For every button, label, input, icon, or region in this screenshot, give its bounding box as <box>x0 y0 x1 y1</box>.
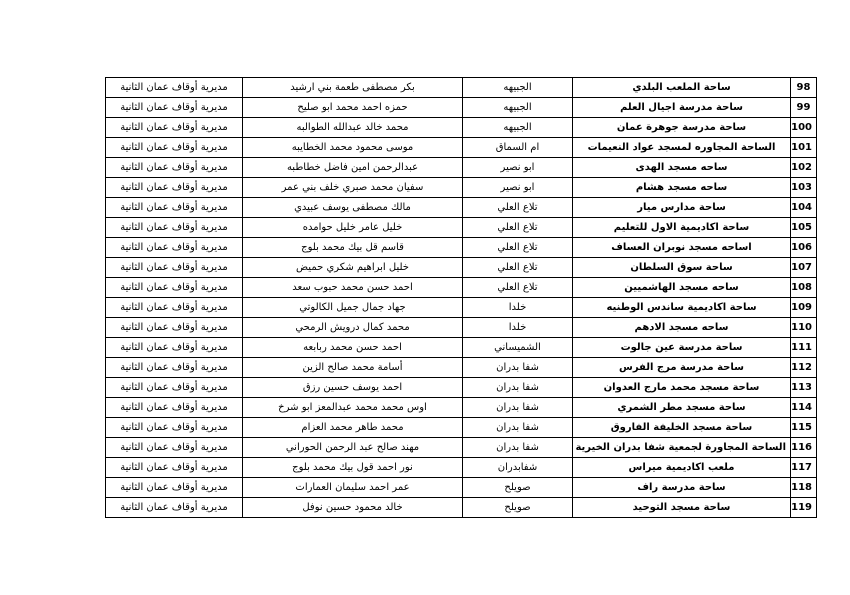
table-row <box>106 178 817 198</box>
directorate-cell: مديرية أوقاف عمان الثانية <box>106 478 243 498</box>
directorate-cell: مديرية أوقاف عمان الثانية <box>106 258 243 278</box>
row-number-cell: 100 <box>791 118 817 138</box>
table-row <box>106 238 817 258</box>
site-cell: الساحة المجاورة لجمعية شفا بدران الخيرية <box>573 438 791 458</box>
table-row <box>106 98 817 118</box>
row-number-cell: 104 <box>791 198 817 218</box>
site-cell: ساحة اكاديمية الاول للتعليم <box>573 218 791 238</box>
site-cell: ساحة مدرسة عين جالوت <box>573 338 791 358</box>
directorate-cell: مديرية أوقاف عمان الثانية <box>106 138 243 158</box>
row-number-cell: 110 <box>791 318 817 338</box>
person-cell: حمزه احمد محمد ابو صليح <box>243 98 463 118</box>
area-cell: صويلح <box>463 478 573 498</box>
area-cell: تلاع العلي <box>463 198 573 218</box>
table-row <box>106 438 817 458</box>
site-cell: ساحة مسجد التوحيد <box>573 498 791 518</box>
directorate-cell: مديرية أوقاف عمان الثانية <box>106 458 243 478</box>
person-cell: سفيان محمد صبري خلف بني عمر <box>243 178 463 198</box>
person-cell: مالك مصطفى يوسف عبيدي <box>243 198 463 218</box>
directorate-cell: مديرية أوقاف عمان الثانية <box>106 498 243 518</box>
directorate-cell: مديرية أوقاف عمان الثانية <box>106 298 243 318</box>
row-number-cell: 116 <box>791 438 817 458</box>
table-row <box>106 398 817 418</box>
area-cell: خلدا <box>463 318 573 338</box>
table-row <box>106 338 817 358</box>
area-cell: الجبيهه <box>463 78 573 98</box>
area-cell: شفا بدران <box>463 378 573 398</box>
area-cell: شفابدران <box>463 458 573 478</box>
site-cell: ساحة الملعب البلدي <box>573 78 791 98</box>
table-row <box>106 258 817 278</box>
area-cell: تلاع العلي <box>463 218 573 238</box>
person-cell: موسى محمود محمد الخطايبه <box>243 138 463 158</box>
site-cell: ساحة مدرسة راف <box>573 478 791 498</box>
table-row <box>106 78 817 98</box>
person-cell: محمد كمال درويش الرمحي <box>243 318 463 338</box>
row-number-cell: 106 <box>791 238 817 258</box>
directorate-cell: مديرية أوقاف عمان الثانية <box>106 238 243 258</box>
table-row <box>106 378 817 398</box>
table-row <box>106 418 817 438</box>
directorate-cell: مديرية أوقاف عمان الثانية <box>106 218 243 238</box>
person-cell: نور احمد قول بيك محمد بلوج <box>243 458 463 478</box>
site-cell: ساحة مسجد الخليفة الفاروق <box>573 418 791 438</box>
table-body <box>106 78 817 518</box>
row-number-cell: 101 <box>791 138 817 158</box>
area-cell: ابو نصير <box>463 178 573 198</box>
person-cell: عبدالرحمن امين فاضل خطاطبه <box>243 158 463 178</box>
row-number-cell: 118 <box>791 478 817 498</box>
area-cell: الشميساني <box>463 338 573 358</box>
area-cell: ابو نصير <box>463 158 573 178</box>
table-row <box>106 138 817 158</box>
directorate-cell: مديرية أوقاف عمان الثانية <box>106 438 243 458</box>
site-cell: ساحه مسجد الهاشميين <box>573 278 791 298</box>
row-number-cell: 102 <box>791 158 817 178</box>
site-cell: ساحه مسجد الهدى <box>573 158 791 178</box>
directorate-cell: مديرية أوقاف عمان الثانية <box>106 318 243 338</box>
area-cell: تلاع العلي <box>463 238 573 258</box>
table-row <box>106 458 817 478</box>
person-cell: جهاد جمال جميل الكالوتي <box>243 298 463 318</box>
area-cell: صويلح <box>463 498 573 518</box>
site-cell: ساحة مسجد محمد مارج العدوان <box>573 378 791 398</box>
area-cell: الجبيهه <box>463 98 573 118</box>
person-cell: عمر احمد سليمان العمارات <box>243 478 463 498</box>
row-number-cell: 107 <box>791 258 817 278</box>
area-cell: شفا بدران <box>463 398 573 418</box>
table-row <box>106 498 817 518</box>
directorate-cell: مديرية أوقاف عمان الثانية <box>106 158 243 178</box>
row-number-cell: 109 <box>791 298 817 318</box>
area-cell: تلاع العلي <box>463 258 573 278</box>
person-cell: خليل عامر خليل حوامده <box>243 218 463 238</box>
table-row <box>106 298 817 318</box>
site-cell: ملعب اكاديمية ميراس <box>573 458 791 478</box>
site-cell: ساحة مدرسة مرج الفرس <box>573 358 791 378</box>
person-cell: قاسم قل بيك محمد بلوج <box>243 238 463 258</box>
site-cell: ساحة مدارس ميار <box>573 198 791 218</box>
directorate-cell: مديرية أوقاف عمان الثانية <box>106 398 243 418</box>
person-cell: خالد محمود حسين نوفل <box>243 498 463 518</box>
table-row <box>106 478 817 498</box>
person-cell: اوس محمد محمد عبدالمعز ابو شرخ <box>243 398 463 418</box>
directorate-cell: مديرية أوقاف عمان الثانية <box>106 378 243 398</box>
directorate-cell: مديرية أوقاف عمان الثانية <box>106 118 243 138</box>
table-row <box>106 358 817 378</box>
area-cell: ام السماق <box>463 138 573 158</box>
directorate-cell: مديرية أوقاف عمان الثانية <box>106 358 243 378</box>
site-cell: ساحة مسجد مطر الشمري <box>573 398 791 418</box>
area-cell: تلاع العلي <box>463 278 573 298</box>
table-row <box>106 118 817 138</box>
row-number-cell: 99 <box>791 98 817 118</box>
row-number-cell: 98 <box>791 78 817 98</box>
row-number-cell: 117 <box>791 458 817 478</box>
table-row <box>106 318 817 338</box>
row-number-cell: 103 <box>791 178 817 198</box>
site-cell: ساحة مدرسة اجيال العلم <box>573 98 791 118</box>
site-cell: ساحه مسجد هشام <box>573 178 791 198</box>
person-cell: بكر مصطفى طعمة بني ارشيد <box>243 78 463 98</box>
area-cell: شفا بدران <box>463 358 573 378</box>
directorate-cell: مديرية أوقاف عمان الثانية <box>106 338 243 358</box>
area-cell: شفا بدران <box>463 418 573 438</box>
table-row <box>106 278 817 298</box>
row-number-cell: 114 <box>791 398 817 418</box>
row-number-cell: 111 <box>791 338 817 358</box>
locations-table <box>105 77 817 518</box>
person-cell: خليل ابراهيم شكري حميض <box>243 258 463 278</box>
person-cell: احمد حسن محمد حبوب سعد <box>243 278 463 298</box>
table-row <box>106 158 817 178</box>
site-cell: ساحة اكاديمية ساندس الوطنيه <box>573 298 791 318</box>
row-number-cell: 115 <box>791 418 817 438</box>
directorate-cell: مديرية أوقاف عمان الثانية <box>106 198 243 218</box>
area-cell: خلدا <box>463 298 573 318</box>
row-number-cell: 112 <box>791 358 817 378</box>
person-cell: أسامة محمد صالح الزين <box>243 358 463 378</box>
directorate-cell: مديرية أوقاف عمان الثانية <box>106 418 243 438</box>
site-cell: ساحة سوق السلطان <box>573 258 791 278</box>
area-cell: الجبيهه <box>463 118 573 138</box>
site-cell: اساحه مسجد نوبران العساف <box>573 238 791 258</box>
row-number-cell: 113 <box>791 378 817 398</box>
row-number-cell: 119 <box>791 498 817 518</box>
directorate-cell: مديرية أوقاف عمان الثانية <box>106 78 243 98</box>
area-cell: شفا بدران <box>463 438 573 458</box>
person-cell: احمد يوسف حسين رزق <box>243 378 463 398</box>
site-cell: ساحه مسجد الادهم <box>573 318 791 338</box>
directorate-cell: مديرية أوقاف عمان الثانية <box>106 178 243 198</box>
directorate-cell: مديرية أوقاف عمان الثانية <box>106 98 243 118</box>
site-cell: الساحة المجاوره لمسجد عواد النعيمات <box>573 138 791 158</box>
table-row <box>106 218 817 238</box>
directorate-cell: مديرية أوقاف عمان الثانية <box>106 278 243 298</box>
person-cell: محمد طاهر محمد العزام <box>243 418 463 438</box>
person-cell: محمد خالد عبدالله الطوالبه <box>243 118 463 138</box>
table-row <box>106 198 817 218</box>
row-number-cell: 105 <box>791 218 817 238</box>
person-cell: مهند صالح عبد الرحمن الحوراني <box>243 438 463 458</box>
row-number-cell: 108 <box>791 278 817 298</box>
person-cell: احمد حسن محمد ربابعه <box>243 338 463 358</box>
site-cell: ساحة مدرسة جوهرة عمان <box>573 118 791 138</box>
